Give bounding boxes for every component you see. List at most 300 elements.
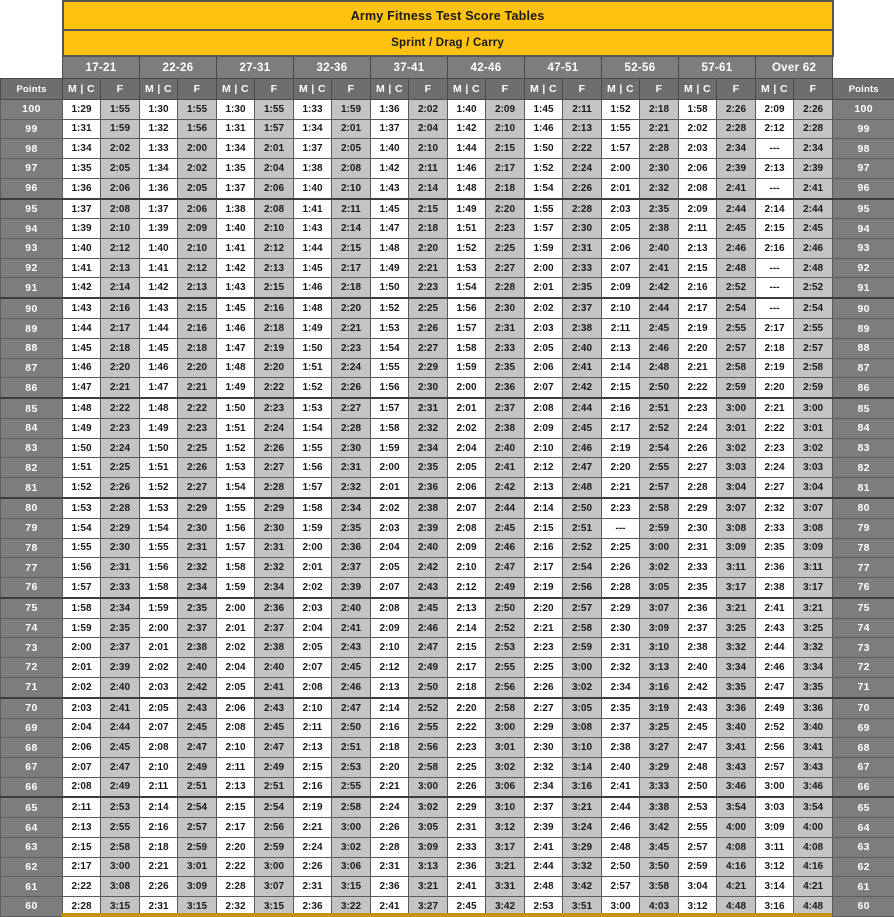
female-time-cell: 4:08 bbox=[717, 838, 756, 858]
male-time-cell: 2:21 bbox=[756, 398, 794, 418]
male-time-cell: 1:42 bbox=[63, 278, 101, 298]
age-group-row bbox=[1, 56, 894, 79]
female-time-cell: 3:40 bbox=[794, 718, 833, 738]
male-time-cell: 3:00 bbox=[602, 896, 640, 916]
female-time-cell: 2:04 bbox=[409, 119, 448, 139]
female-time-cell: 2:55 bbox=[409, 718, 448, 738]
female-time-cell: 2:25 bbox=[486, 239, 525, 259]
female-time-cell: 3:07 bbox=[794, 498, 833, 518]
male-time-cell: 2:08 bbox=[371, 598, 409, 618]
points-cell-left: 97 bbox=[1, 158, 63, 178]
male-time-cell: 2:14 bbox=[371, 698, 409, 718]
female-time-cell: 3:03 bbox=[794, 458, 833, 478]
female-time-cell: 4:16 bbox=[794, 857, 833, 877]
female-time-cell: 2:27 bbox=[486, 258, 525, 278]
female-time-cell: 3:25 bbox=[717, 618, 756, 638]
female-time-cell: 2:20 bbox=[409, 239, 448, 259]
female-time-cell: 2:45 bbox=[101, 738, 140, 758]
female-time-cell: 2:26 bbox=[717, 100, 756, 120]
male-time-cell: 2:00 bbox=[448, 378, 486, 398]
female-time-cell: 3:02 bbox=[332, 838, 371, 858]
male-time-cell: 2:20 bbox=[448, 698, 486, 718]
sex-header-male-3: M | C bbox=[294, 79, 332, 100]
female-time-cell: 2:47 bbox=[486, 558, 525, 578]
male-time-cell: 2:33 bbox=[679, 558, 717, 578]
male-time-cell: 2:16 bbox=[756, 239, 794, 259]
male-time-cell: 2:44 bbox=[525, 857, 563, 877]
male-time-cell: 2:48 bbox=[602, 838, 640, 858]
points-cell-left: 80 bbox=[1, 498, 63, 518]
male-time-cell: 2:11 bbox=[140, 777, 178, 797]
female-time-cell: 3:11 bbox=[717, 558, 756, 578]
female-time-cell: 2:47 bbox=[332, 698, 371, 718]
points-cell-right: 96 bbox=[833, 178, 894, 198]
male-time-cell: 1:58 bbox=[294, 498, 332, 518]
male-time-cell: 2:00 bbox=[602, 158, 640, 178]
female-time-cell: 2:26 bbox=[178, 458, 217, 478]
male-time-cell: 2:17 bbox=[756, 319, 794, 339]
male-time-cell: --- bbox=[756, 178, 794, 198]
female-time-cell: 2:57 bbox=[717, 338, 756, 358]
male-time-cell: 2:17 bbox=[217, 818, 255, 838]
male-time-cell: 1:53 bbox=[294, 398, 332, 418]
female-time-cell: 4:48 bbox=[717, 896, 756, 916]
sex-header-male-8: M | C bbox=[679, 79, 717, 100]
female-time-cell: 2:15 bbox=[409, 199, 448, 219]
female-time-cell: 2:22 bbox=[101, 398, 140, 418]
male-time-cell: 2:09 bbox=[679, 199, 717, 219]
female-time-cell: 2:41 bbox=[101, 698, 140, 718]
female-time-cell: 2:41 bbox=[255, 677, 294, 697]
male-time-cell: 2:17 bbox=[602, 419, 640, 439]
female-time-cell: 3:11 bbox=[794, 558, 833, 578]
sex-header-male-9: M | C bbox=[756, 79, 794, 100]
right-gutter-title bbox=[833, 1, 894, 30]
male-time-cell: 2:14 bbox=[448, 618, 486, 638]
female-time-cell: 2:54 bbox=[794, 298, 833, 318]
age-group-header-47-51: 47-51 bbox=[525, 56, 602, 79]
male-time-cell: 1:58 bbox=[140, 577, 178, 597]
female-time-cell: 2:33 bbox=[101, 577, 140, 597]
female-time-cell: 2:13 bbox=[563, 119, 602, 139]
male-time-cell: 2:00 bbox=[294, 538, 332, 558]
female-time-cell: 2:18 bbox=[486, 178, 525, 198]
male-time-cell: 2:15 bbox=[525, 518, 563, 538]
table-header bbox=[1, 1, 894, 100]
male-time-cell: 2:07 bbox=[294, 658, 332, 678]
male-time-cell: 2:02 bbox=[525, 298, 563, 318]
male-time-cell: 2:24 bbox=[679, 419, 717, 439]
points-cell-left: 100 bbox=[1, 100, 63, 120]
female-time-cell: 3:00 bbox=[486, 718, 525, 738]
male-time-cell: 1:53 bbox=[63, 498, 101, 518]
male-time-cell: 1:51 bbox=[63, 458, 101, 478]
female-time-cell: 3:15 bbox=[332, 877, 371, 897]
male-time-cell: 2:43 bbox=[756, 618, 794, 638]
male-time-cell: 1:37 bbox=[140, 199, 178, 219]
male-time-cell: 2:35 bbox=[602, 698, 640, 718]
female-time-cell: 2:28 bbox=[486, 278, 525, 298]
female-time-cell: 2:44 bbox=[101, 718, 140, 738]
female-time-cell: 2:39 bbox=[332, 577, 371, 597]
male-time-cell: 1:45 bbox=[63, 338, 101, 358]
female-time-cell: 3:00 bbox=[794, 398, 833, 418]
male-time-cell: 2:16 bbox=[371, 718, 409, 738]
points-cell-left: 93 bbox=[1, 239, 63, 259]
points-cell-left: 99 bbox=[1, 119, 63, 139]
female-time-cell: 2:14 bbox=[101, 278, 140, 298]
male-time-cell: 2:26 bbox=[525, 677, 563, 697]
points-cell-left: 62 bbox=[1, 857, 63, 877]
male-time-cell: 2:36 bbox=[679, 598, 717, 618]
female-time-cell: 2:29 bbox=[255, 498, 294, 518]
male-time-cell: 1:48 bbox=[140, 398, 178, 418]
male-time-cell: 2:00 bbox=[371, 458, 409, 478]
female-time-cell: 2:32 bbox=[640, 178, 679, 198]
points-cell-right: 100 bbox=[833, 100, 894, 120]
female-time-cell: 2:40 bbox=[563, 338, 602, 358]
female-time-cell: 3:35 bbox=[717, 677, 756, 697]
female-time-cell: 4:16 bbox=[717, 857, 756, 877]
points-cell-left: 96 bbox=[1, 178, 63, 198]
female-time-cell: 2:55 bbox=[640, 458, 679, 478]
female-time-cell: 2:30 bbox=[409, 378, 448, 398]
points-cell-right: 91 bbox=[833, 278, 894, 298]
female-time-cell: 2:38 bbox=[563, 319, 602, 339]
table-row bbox=[1, 438, 894, 458]
male-time-cell: 2:05 bbox=[602, 219, 640, 239]
male-time-cell: 1:49 bbox=[371, 258, 409, 278]
female-time-cell: 3:33 bbox=[640, 777, 679, 797]
male-time-cell: 1:52 bbox=[217, 438, 255, 458]
male-time-cell: 2:37 bbox=[525, 797, 563, 817]
male-time-cell: 2:16 bbox=[140, 818, 178, 838]
male-time-cell: 2:00 bbox=[525, 258, 563, 278]
female-time-cell: 2:37 bbox=[101, 638, 140, 658]
male-time-cell: 1:34 bbox=[140, 158, 178, 178]
female-time-cell: 2:10 bbox=[178, 239, 217, 259]
male-time-cell: 1:52 bbox=[140, 478, 178, 498]
female-time-cell: 3:08 bbox=[563, 718, 602, 738]
female-time-cell: 1:55 bbox=[178, 100, 217, 120]
male-time-cell: 2:03 bbox=[602, 199, 640, 219]
male-time-cell: 2:23 bbox=[679, 398, 717, 418]
male-time-cell: 1:58 bbox=[371, 419, 409, 439]
points-cell-right: 69 bbox=[833, 718, 894, 738]
column-subheader-row bbox=[1, 79, 894, 100]
female-time-cell: 2:53 bbox=[101, 797, 140, 817]
male-time-cell: 1:44 bbox=[140, 319, 178, 339]
female-time-cell: 3:05 bbox=[640, 577, 679, 597]
male-time-cell: 1:55 bbox=[602, 119, 640, 139]
female-time-cell: 2:54 bbox=[563, 558, 602, 578]
points-cell-right: 63 bbox=[833, 838, 894, 858]
male-time-cell: 2:05 bbox=[525, 338, 563, 358]
male-time-cell: 2:19 bbox=[294, 797, 332, 817]
female-time-cell: 3:02 bbox=[794, 438, 833, 458]
male-time-cell: 1:55 bbox=[140, 538, 178, 558]
male-time-cell: 1:40 bbox=[448, 100, 486, 120]
female-time-cell: 3:02 bbox=[640, 558, 679, 578]
female-time-cell: 3:02 bbox=[409, 797, 448, 817]
table-row bbox=[1, 638, 894, 658]
male-time-cell: 2:01 bbox=[140, 638, 178, 658]
male-time-cell: 2:15 bbox=[602, 378, 640, 398]
female-time-cell: 3:50 bbox=[640, 857, 679, 877]
male-time-cell: 2:42 bbox=[679, 677, 717, 697]
male-time-cell: 2:05 bbox=[140, 698, 178, 718]
female-time-cell: 2:40 bbox=[178, 658, 217, 678]
female-time-cell: 2:11 bbox=[409, 158, 448, 178]
male-time-cell: 2:33 bbox=[756, 518, 794, 538]
female-time-cell: 3:17 bbox=[486, 838, 525, 858]
male-time-cell: 2:37 bbox=[679, 618, 717, 638]
female-time-cell: 2:51 bbox=[332, 738, 371, 758]
table-row bbox=[1, 718, 894, 738]
female-time-cell: 2:36 bbox=[332, 538, 371, 558]
female-time-cell: 2:37 bbox=[178, 618, 217, 638]
male-time-cell: 1:57 bbox=[602, 139, 640, 159]
female-time-cell: 2:50 bbox=[332, 718, 371, 738]
male-time-cell: 2:28 bbox=[371, 838, 409, 858]
female-time-cell: 2:37 bbox=[563, 298, 602, 318]
male-time-cell: 2:25 bbox=[602, 538, 640, 558]
female-time-cell: 2:49 bbox=[178, 757, 217, 777]
female-time-cell: 3:46 bbox=[717, 777, 756, 797]
table-row bbox=[1, 158, 894, 178]
male-time-cell: 2:36 bbox=[371, 877, 409, 897]
male-time-cell: 3:09 bbox=[756, 818, 794, 838]
male-time-cell: 2:55 bbox=[679, 818, 717, 838]
female-time-cell: 3:22 bbox=[332, 896, 371, 916]
female-time-cell: 2:42 bbox=[178, 677, 217, 697]
male-time-cell: 2:29 bbox=[448, 797, 486, 817]
male-time-cell: 2:25 bbox=[448, 757, 486, 777]
female-time-cell: 2:56 bbox=[486, 677, 525, 697]
male-time-cell: 1:54 bbox=[525, 178, 563, 198]
male-time-cell: 1:45 bbox=[525, 100, 563, 120]
table-row bbox=[1, 338, 894, 358]
male-time-cell: 1:46 bbox=[140, 358, 178, 378]
female-time-cell: 2:06 bbox=[101, 178, 140, 198]
points-cell-right: 65 bbox=[833, 797, 894, 817]
female-time-cell: 2:46 bbox=[794, 239, 833, 259]
points-cell-left: 74 bbox=[1, 618, 63, 638]
female-time-cell: 2:18 bbox=[409, 219, 448, 239]
male-time-cell: 1:45 bbox=[140, 338, 178, 358]
female-time-cell: 2:27 bbox=[332, 398, 371, 418]
male-time-cell: 1:58 bbox=[217, 558, 255, 578]
male-time-cell: 2:02 bbox=[217, 638, 255, 658]
female-time-cell: 2:23 bbox=[101, 419, 140, 439]
female-time-cell: 3:04 bbox=[717, 478, 756, 498]
female-time-cell: 2:05 bbox=[101, 158, 140, 178]
male-time-cell: 2:10 bbox=[294, 698, 332, 718]
female-time-cell: 2:32 bbox=[409, 419, 448, 439]
female-time-cell: 2:24 bbox=[101, 438, 140, 458]
male-time-cell: 2:05 bbox=[448, 458, 486, 478]
right-gutter-event bbox=[833, 30, 894, 56]
male-time-cell: 2:34 bbox=[602, 677, 640, 697]
female-time-cell: 2:40 bbox=[101, 677, 140, 697]
male-time-cell: 1:35 bbox=[217, 158, 255, 178]
female-time-cell: 2:15 bbox=[178, 298, 217, 318]
male-time-cell: 1:59 bbox=[294, 518, 332, 538]
female-time-cell: 2:54 bbox=[255, 797, 294, 817]
female-time-cell: 2:31 bbox=[332, 458, 371, 478]
male-time-cell: 2:22 bbox=[448, 718, 486, 738]
female-time-cell: 2:57 bbox=[640, 478, 679, 498]
male-time-cell: 2:15 bbox=[756, 219, 794, 239]
male-time-cell: 2:09 bbox=[756, 100, 794, 120]
male-time-cell: 1:59 bbox=[63, 618, 101, 638]
male-time-cell: 1:50 bbox=[140, 438, 178, 458]
male-time-cell: 2:08 bbox=[525, 398, 563, 418]
table-row bbox=[1, 738, 894, 758]
male-time-cell: 2:33 bbox=[448, 838, 486, 858]
female-time-cell: 2:23 bbox=[255, 398, 294, 418]
female-time-cell: 2:24 bbox=[563, 158, 602, 178]
points-cell-left: 91 bbox=[1, 278, 63, 298]
male-time-cell: 2:08 bbox=[140, 738, 178, 758]
female-time-cell: 2:59 bbox=[794, 378, 833, 398]
female-time-cell: 2:23 bbox=[486, 219, 525, 239]
male-time-cell: 2:28 bbox=[63, 896, 101, 916]
male-time-cell: 2:11 bbox=[294, 718, 332, 738]
female-time-cell: 3:01 bbox=[717, 419, 756, 439]
male-time-cell: 2:09 bbox=[602, 278, 640, 298]
female-time-cell: 3:21 bbox=[794, 598, 833, 618]
female-time-cell: 2:45 bbox=[332, 658, 371, 678]
male-time-cell: 2:22 bbox=[217, 857, 255, 877]
male-time-cell: 1:36 bbox=[140, 178, 178, 198]
female-time-cell: 2:57 bbox=[563, 598, 602, 618]
male-time-cell: 2:18 bbox=[448, 677, 486, 697]
male-time-cell: 2:08 bbox=[679, 178, 717, 198]
male-time-cell: 2:02 bbox=[679, 119, 717, 139]
male-time-cell: 2:32 bbox=[217, 896, 255, 916]
female-time-cell: 3:54 bbox=[794, 797, 833, 817]
female-time-cell: 2:00 bbox=[178, 139, 217, 159]
age-group-header-17-21: 17-21 bbox=[63, 56, 140, 79]
female-time-cell: 3:43 bbox=[794, 757, 833, 777]
sex-header-female-0: F bbox=[101, 79, 140, 100]
male-time-cell: 1:41 bbox=[217, 239, 255, 259]
female-time-cell: 3:01 bbox=[486, 738, 525, 758]
female-time-cell: 2:06 bbox=[178, 199, 217, 219]
female-time-cell: 2:01 bbox=[255, 139, 294, 159]
points-cell-left: 79 bbox=[1, 518, 63, 538]
male-time-cell: 1:53 bbox=[371, 319, 409, 339]
female-time-cell: 2:02 bbox=[409, 100, 448, 120]
female-time-cell: 2:58 bbox=[640, 498, 679, 518]
male-time-cell: 2:48 bbox=[679, 757, 717, 777]
female-time-cell: 2:49 bbox=[255, 757, 294, 777]
male-time-cell: 2:06 bbox=[602, 239, 640, 259]
female-time-cell: 2:17 bbox=[101, 319, 140, 339]
male-time-cell: 1:49 bbox=[217, 378, 255, 398]
points-cell-right: 70 bbox=[833, 698, 894, 718]
male-time-cell: 1:42 bbox=[140, 278, 178, 298]
male-time-cell: 2:21 bbox=[525, 618, 563, 638]
female-time-cell: 2:15 bbox=[486, 139, 525, 159]
points-cell-right: 68 bbox=[833, 738, 894, 758]
male-time-cell: 2:06 bbox=[679, 158, 717, 178]
male-time-cell: 2:25 bbox=[525, 658, 563, 678]
female-time-cell: 2:34 bbox=[178, 577, 217, 597]
male-time-cell: 1:52 bbox=[602, 100, 640, 120]
female-time-cell: 2:52 bbox=[640, 419, 679, 439]
table-row bbox=[1, 419, 894, 439]
female-time-cell: 3:19 bbox=[640, 698, 679, 718]
points-cell-right: 77 bbox=[833, 558, 894, 578]
male-time-cell: 2:35 bbox=[679, 577, 717, 597]
female-time-cell: 2:35 bbox=[101, 618, 140, 638]
points-cell-left: 87 bbox=[1, 358, 63, 378]
table-row bbox=[1, 797, 894, 817]
female-time-cell: 2:16 bbox=[178, 319, 217, 339]
female-time-cell: 2:47 bbox=[101, 757, 140, 777]
points-cell-left: 98 bbox=[1, 139, 63, 159]
points-cell-left: 76 bbox=[1, 577, 63, 597]
female-time-cell: 2:34 bbox=[717, 139, 756, 159]
table-row bbox=[1, 178, 894, 198]
male-time-cell: 1:48 bbox=[371, 239, 409, 259]
male-time-cell: 2:49 bbox=[756, 698, 794, 718]
female-time-cell: 2:42 bbox=[563, 378, 602, 398]
male-time-cell: 2:15 bbox=[448, 638, 486, 658]
male-time-cell: 2:12 bbox=[525, 458, 563, 478]
points-cell-left: 94 bbox=[1, 219, 63, 239]
points-cell-left: 63 bbox=[1, 838, 63, 858]
female-time-cell: 2:59 bbox=[640, 518, 679, 538]
points-cell-left: 88 bbox=[1, 338, 63, 358]
female-time-cell: 2:39 bbox=[717, 158, 756, 178]
female-time-cell: 2:59 bbox=[717, 378, 756, 398]
male-time-cell: 1:47 bbox=[140, 378, 178, 398]
male-time-cell: --- bbox=[756, 139, 794, 159]
male-time-cell: 1:48 bbox=[448, 178, 486, 198]
male-time-cell: 2:13 bbox=[448, 598, 486, 618]
male-time-cell: 2:02 bbox=[140, 658, 178, 678]
male-time-cell: 2:27 bbox=[756, 478, 794, 498]
sex-header-female-1: F bbox=[178, 79, 217, 100]
male-time-cell: 2:32 bbox=[525, 757, 563, 777]
female-time-cell: 2:37 bbox=[332, 558, 371, 578]
female-time-cell: 3:02 bbox=[486, 757, 525, 777]
male-time-cell: 1:49 bbox=[63, 419, 101, 439]
male-time-cell: 2:47 bbox=[756, 677, 794, 697]
male-time-cell: 3:12 bbox=[756, 857, 794, 877]
female-time-cell: 2:47 bbox=[563, 458, 602, 478]
points-cell-left: 70 bbox=[1, 698, 63, 718]
female-time-cell: 2:28 bbox=[255, 478, 294, 498]
male-time-cell: 2:41 bbox=[525, 838, 563, 858]
male-time-cell: 1:42 bbox=[371, 158, 409, 178]
female-time-cell: 2:52 bbox=[409, 698, 448, 718]
female-time-cell: 2:34 bbox=[255, 577, 294, 597]
female-time-cell: 2:42 bbox=[486, 478, 525, 498]
male-time-cell: 3:00 bbox=[756, 777, 794, 797]
female-time-cell: 2:55 bbox=[486, 658, 525, 678]
male-time-cell: 1:59 bbox=[217, 577, 255, 597]
male-time-cell: 1:56 bbox=[217, 518, 255, 538]
points-cell-right: 74 bbox=[833, 618, 894, 638]
female-time-cell: 2:31 bbox=[563, 239, 602, 259]
female-time-cell: 2:46 bbox=[563, 438, 602, 458]
female-time-cell: 2:28 bbox=[563, 199, 602, 219]
male-time-cell: 1:41 bbox=[294, 199, 332, 219]
